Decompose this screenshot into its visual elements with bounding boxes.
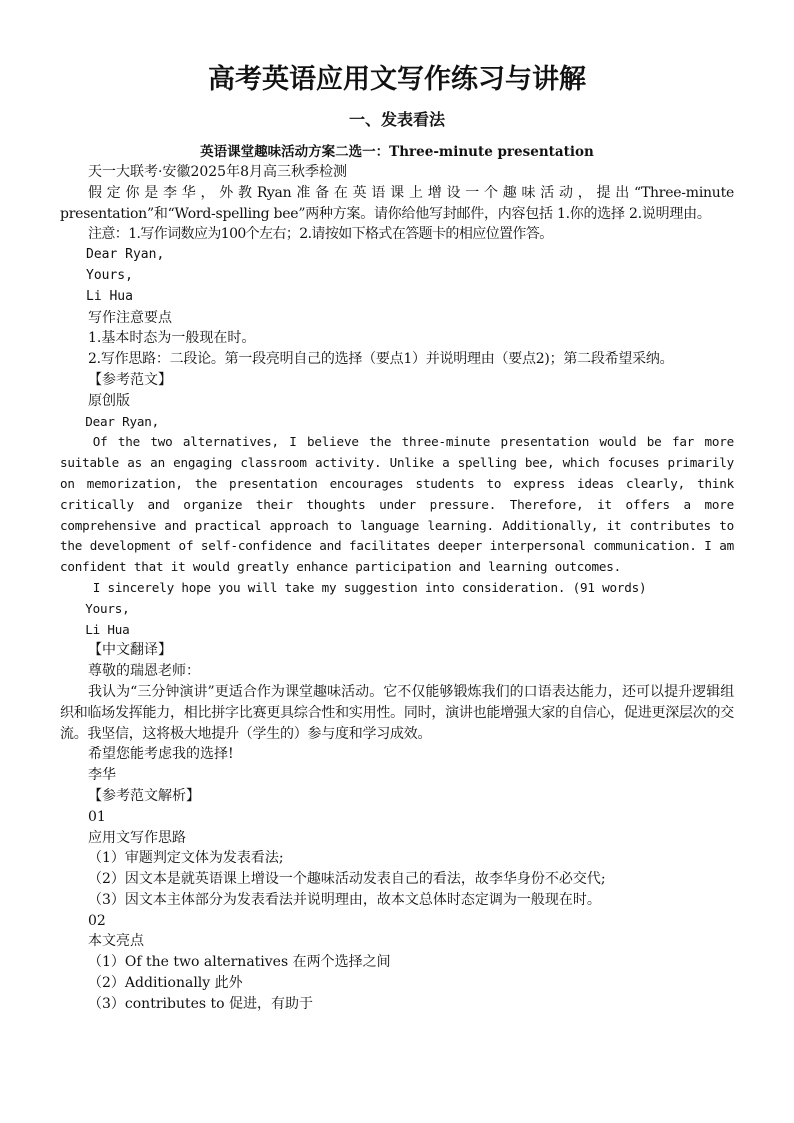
highlight-item: （1）Of the two alternatives 在两个选择之间 [88, 954, 391, 971]
analysis-heading-2: 本文亮点 [88, 933, 144, 950]
exam-source: 天一大联考·安徽2025年8月高三秋季检测 [88, 164, 347, 180]
sample-origin: 原创版 [88, 392, 130, 409]
translation-label: 【中文翻译】 [88, 642, 172, 659]
exercise-title: 英语课堂趣味活动方案二选一：Three-minute presentation [200, 144, 594, 160]
highlight-item: （2）Additionally 此外 [88, 975, 243, 992]
tips-item-2: 2.写作思路：二段论。第一段亮明自己的选择（要点1）并说明理由（要点2)；第二段希望采纳。 [88, 351, 674, 368]
document-page [60, 60, 734, 1015]
analysis-heading-1: 应用文写作思路 [88, 829, 186, 846]
translation-salutation: 尊敬的瑞恩老师： [88, 663, 200, 680]
sample-body-paragraph-2: I sincerely hope you will take my suggestion into consideration. (91 words) [92, 579, 647, 595]
format-closing: Yours, [86, 267, 133, 283]
sample-salutation: Dear Ryan, [85, 413, 160, 429]
format-salutation: Dear Ryan, [86, 247, 165, 263]
analysis-point: （3）因文本主体部分为发表看法并说明理由，故本文总体时态定调为一般现在时。 [88, 891, 601, 908]
format-signature: Li Hua [86, 288, 133, 304]
tips-item-1: 1.基本时态为一般现在时。 [88, 330, 256, 347]
tips-heading: 写作注意要点 [88, 309, 172, 326]
sample-label: 【参考范文】 [88, 371, 172, 388]
section-heading: 一、发表看法 [348, 110, 445, 129]
translation-body-1: 我认为“三分钟演讲”更适合作为课堂趣味活动。它不仅能够锻炼我们的口语表达能力，还可以提升逻辑组织和临场发挥能力，相比拼字比赛更具综合性和实用性。同时，演讲也能增强大家的自信心，促进更深层次的交流。我坚信，这将极大地提升（学生的）参与度和学习成效。 [60, 683, 734, 742]
analysis-point: （1）审题判定文体为发表看法; [88, 850, 284, 867]
task-prompt: 假定你是李华，外教Ryan准备在英语课上增设一个趣味活动，提出“Three-minute presentation”和“Word-spelling bee”两种方案。请你给他写封邮件，内容包括 1.你的选择 2.说明理由。 [60, 184, 734, 222]
highlight-item: （3）contributes to 促进，有助于 [88, 995, 314, 1012]
analysis-number-2: 02 [88, 912, 106, 929]
sample-signature: Li Hua [85, 621, 130, 637]
translation-body-2: 希望您能考虑我的选择! [88, 746, 234, 763]
analysis-point: （2）因文本是就英语课上增设一个趣味活动发表自己的看法，故李华身份不必交代; [88, 871, 606, 888]
analysis-number-1: 01 [88, 808, 106, 825]
analysis-label: 【参考范文解析】 [88, 787, 200, 804]
sample-body-paragraph-1: Of the two alternatives, I believe the three-minute presentation would be far more suitable as an engaging classroom activity. Unlike a spelling bee, which focuses primarily on memorization, the presentation encourages students to express ideas clearly, think critically and organize their thoughts under pressure. Therefore, it offers a more comprehensive and practical approach to language learning. Additionally, it contributes to the development of self-confidence and facilitates deeper interpersonal communication. I am confident that it would greatly enhance participation and learning outcomes. [60, 434, 734, 575]
task-notice: 注意：1.写作词数应为100个左右；2.请按如下格式在答题卡的相应位置作答。 [88, 226, 553, 243]
sample-closing: Yours, [85, 600, 130, 616]
sample-essay [60, 412, 734, 641]
document-title: 高考英语应用文写作练习与讲解 [208, 64, 586, 95]
translation-signature: 李华 [88, 767, 116, 784]
